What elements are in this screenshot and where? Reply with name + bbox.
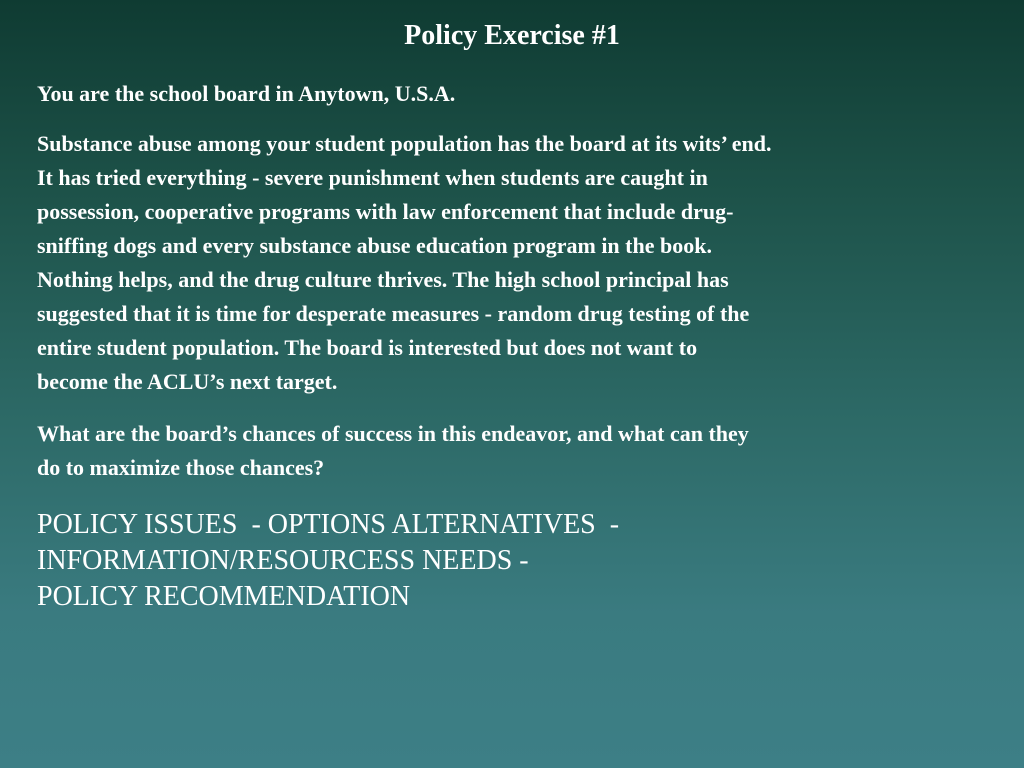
scenario-line: Nothing helps, and the drug culture thrives. The high school principal has (37, 267, 729, 292)
issues-line: POLICY ISSUES - OPTIONS ALTERNATIVES - (37, 509, 620, 540)
question-paragraph (37, 417, 997, 485)
scenario-line: It has tried everything - severe punishment when students are caught in (37, 165, 708, 190)
issues-line: INFORMATION/RESOURCESS NEEDS - (37, 545, 529, 576)
scenario-line: sniffing dogs and every substance abuse education program in the book. (37, 233, 712, 258)
policy-issues-heading (37, 507, 997, 615)
question-line: do to maximize those chances? (37, 455, 325, 480)
question-line: What are the board’s chances of success in this endeavor, and what can they (37, 421, 749, 446)
scenario-line: Substance abuse among your student population has the board at its wits’ end. (37, 131, 772, 156)
scenario-line: entire student population. The board is interested but does not want to (37, 335, 698, 360)
slide-title: Policy Exercise #1 (404, 20, 620, 51)
scenario-paragraph (37, 127, 997, 399)
scenario-line: become the ACLU’s next target. (37, 369, 338, 394)
scenario-line: suggested that it is time for desperate measures - random drug testing of the (37, 301, 750, 326)
scenario-line: possession, cooperative programs with law enforcement that include drug- (37, 199, 734, 224)
issues-line: POLICY RECOMMENDATION (37, 581, 411, 612)
intro-text: You are the school board in Anytown, U.S.A. (37, 81, 456, 106)
